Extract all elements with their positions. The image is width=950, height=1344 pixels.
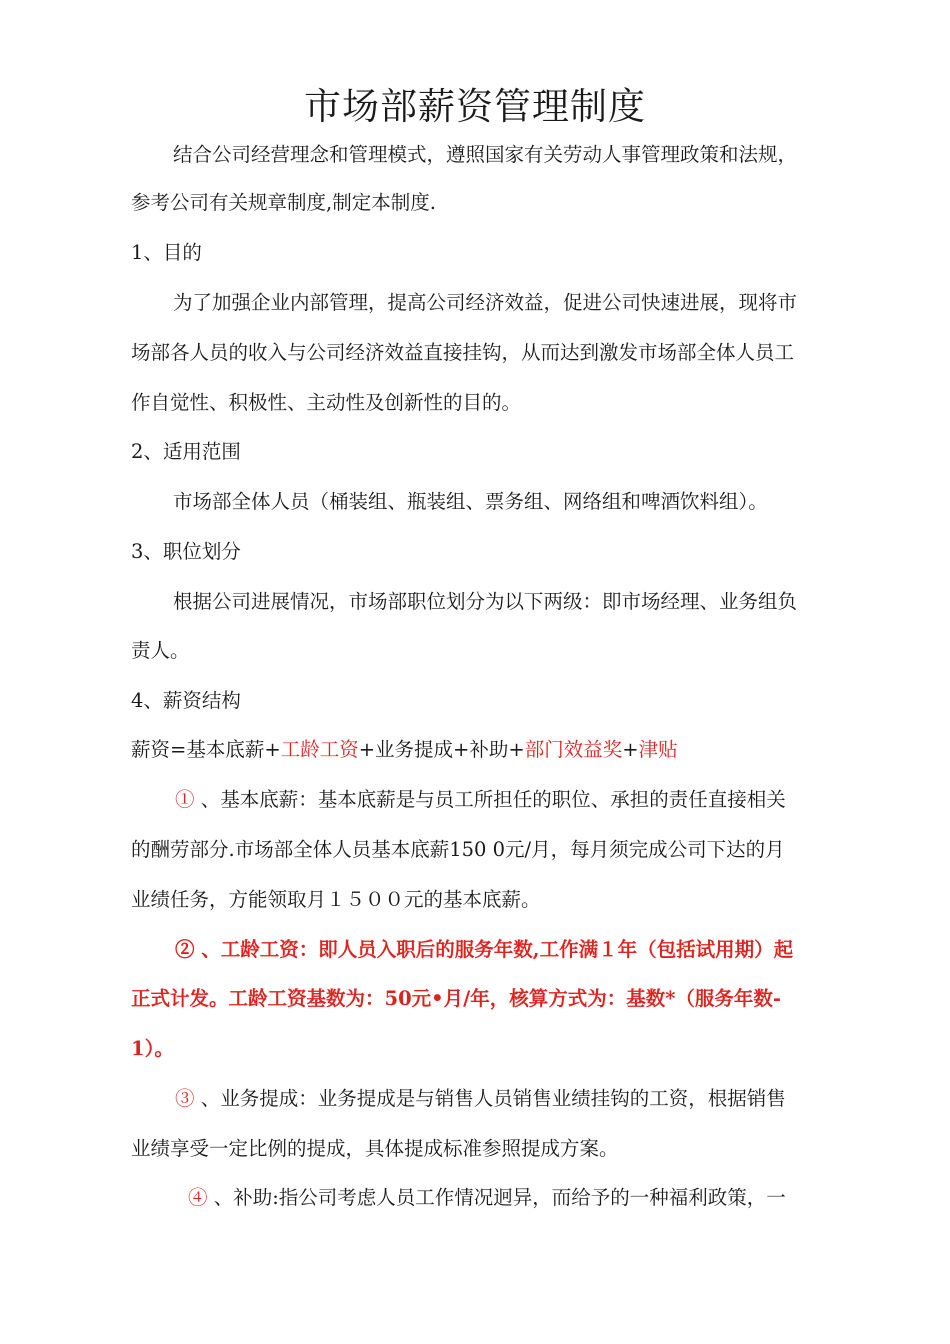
item-4-line-1: [188, 1185, 888, 1211]
section-4-heading: 4、薪资结构: [131, 689, 241, 712]
item-2-line-3: 1）。: [131, 1037, 174, 1060]
item-4-text-1: 、补助:指公司考虑人员工作情况迥异，而给予的一种福利政策，一: [207, 1186, 786, 1209]
section-1-line-3: 作自觉性、积极性、主动性及创新性的目的。: [131, 391, 522, 414]
item-1-text-1: 、基本底薪：基本底薪是与员工所担任的职位、承担的责任直接相关: [194, 788, 786, 811]
document-title: 市场部薪资管理制度: [304, 85, 646, 128]
item-3-marker: ③: [175, 1087, 195, 1110]
item-2-line-2: 正式计发。工龄工资基数为：50元•月/年，核算方式为：基数*（服务年数-: [131, 987, 782, 1010]
item-1-line-2: 的酬劳部分.市场部全体人员基本底薪150 0元/月，每月须完成公司下达的月: [131, 838, 785, 861]
formula-part-3: +业务提成+补助+: [358, 738, 525, 761]
section-1-line-1: 为了加强企业内部管理，提高公司经济效益，促进公司快速进展，现将市: [173, 291, 798, 314]
intro-line-2: 参考公司有关规章制度,制定本制度.: [131, 191, 436, 214]
formula-part-5: +: [622, 738, 639, 761]
salary-formula: [131, 737, 831, 763]
formula-seniority-pay: 工龄工资: [280, 738, 359, 761]
formula-dept-bonus: 部门效益奖: [524, 738, 623, 761]
item-1-marker: ①: [175, 788, 195, 811]
item-1-line-3: 业绩任务，方能领取月１５００元的基本底薪。: [131, 888, 541, 911]
item-3-line-2: 业绩享受一定比例的提成，具体提成标准参照提成方案。: [131, 1137, 619, 1160]
section-3-heading: 3、职位划分: [131, 540, 241, 563]
intro-line-1: 结合公司经营理念和管理模式，遵照国家有关劳动人事管理政策和法规，: [173, 143, 798, 166]
section-2-heading: 2、适用范围: [131, 440, 241, 463]
section-1-line-2: 场部各人员的收入与公司经济效益直接挂钩，从而达到激发市场部全体人员工: [131, 341, 795, 364]
item-3-text-1: 、业务提成：业务提成是与销售人员销售业绩挂钩的工资，根据销售: [194, 1087, 786, 1110]
item-2-text-1: 、工龄工资：即人员入职后的服务年数,工作满１年（包括试用期）起: [194, 938, 794, 961]
formula-allowance: 津贴: [638, 738, 678, 761]
item-3-line-1: [175, 1086, 875, 1112]
item-2-line-1: [175, 937, 875, 963]
section-3-line-1: 根据公司进展情况，市场部职位划分为以下两级：即市场经理、业务组负: [173, 590, 798, 613]
item-1-line-1: [175, 787, 875, 813]
item-4-marker: ④: [188, 1186, 208, 1209]
formula-part-1: 薪资=基本底薪+: [131, 738, 281, 761]
section-1-heading: 1、目的: [131, 241, 202, 264]
section-2-line-1: 市场部全体人员（桶装组、瓶装组、票务组、网络组和啤酒饮料组）。: [173, 490, 768, 513]
section-3-line-2: 责人。: [131, 639, 190, 662]
item-2-marker: ②: [175, 938, 195, 961]
